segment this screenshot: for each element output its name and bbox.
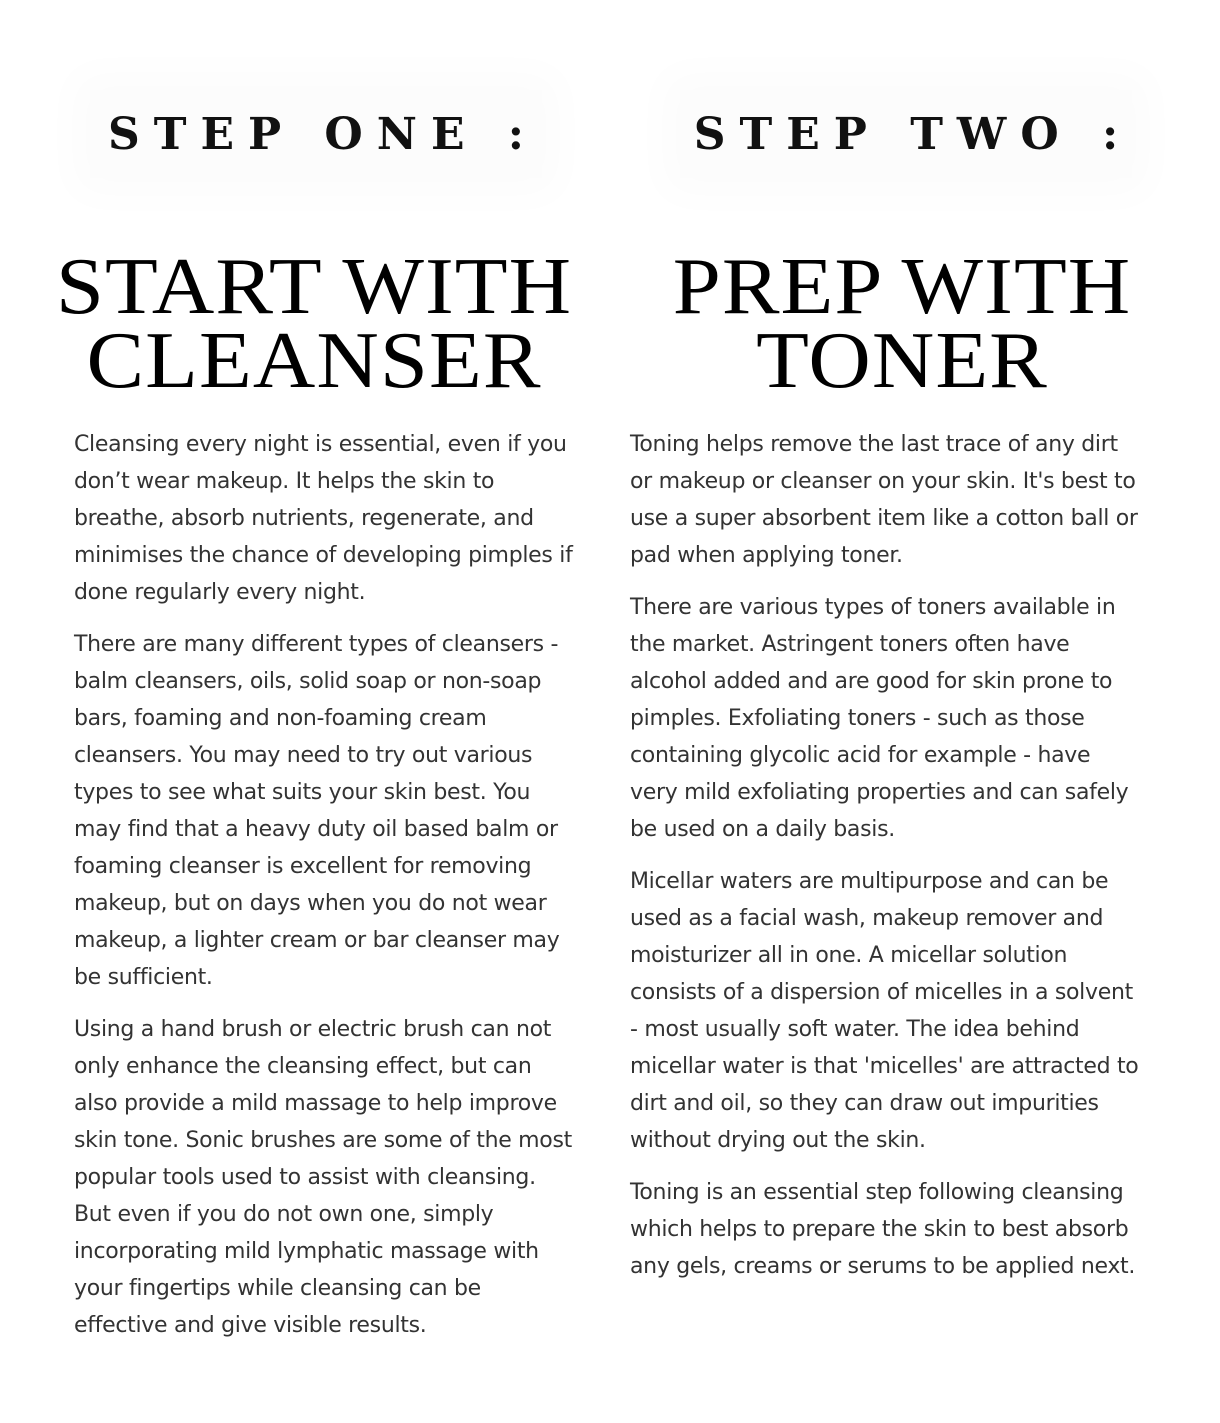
- step-one-paragraph-1: Cleansing every night is essential, even if you don’t wear makeup. It helps the skin to breathe, absorb nutrients, regenerate, and minimises the chance of developing pimples if done regularly every night.: [74, 432, 573, 605]
- step-two-paragraph-3: Micellar waters are multipurpose and can be used as a facial wash, makeup remover and moisturizer all in one. A micellar solution consists of a dispersion of micelles in a solvent - most usually soft water. The idea behind micellar water is that 'micelles' are attracted to dirt and oil, so they can draw out impurities without drying out the skin.: [630, 869, 1139, 1153]
- step-two-paragraph-2: There are various types of toners available in the market. Astringent toners often have alcohol added and are good for skin prone to pimples. Exfoliating toners - such as those containing glycolic acid for example - have very mild exfoliating properties and can safely be used on a daily basis.: [630, 595, 1129, 842]
- step-two-label-box: [680, 90, 1132, 178]
- step-one-paragraph-2: There are many different types of cleansers - balm cleansers, oils, solid soap or non-soap bars, foaming and non-foaming cream cleansers. You may need to try out various types to see what suits your skin best. You may find that a heavy duty oil based balm or foaming cleanser is excellent for removing makeup, but on days when you do not wear makeup, a lighter cream or bar cleanser may be sufficient.: [74, 632, 560, 990]
- step-two-body: [630, 426, 1140, 1300]
- step-one-title: [22, 242, 605, 405]
- step-two-paragraph-4: Toning is an essential step following cleansing which helps to prepare the skin to best absorb any gels, creams or serums to be applied next.: [630, 1180, 1136, 1279]
- step-two-title-line-2: TONER: [756, 316, 1048, 405]
- step-one-body: [74, 426, 574, 1359]
- step-one-label-box: [90, 90, 542, 178]
- step-two-paragraph-1: Toning helps remove the last trace of any dirt or makeup or cleanser on your skin. It's best to use a super absorbent item like a cotton ball or pad when applying toner.: [630, 432, 1138, 568]
- step-one-paragraph-3: Using a hand brush or electric brush can not only enhance the cleansing effect, but can also provide a mild massage to help improve skin tone. Sonic brushes are some of the most popular tools used to assist with cleansing. But even if you do not own one, simply incorporating mild lymphatic massage with your fingertips while cleansing can be effective and give visible results.: [74, 1017, 572, 1338]
- step-one-label: STEP ONE :: [107, 108, 539, 160]
- step-one-title-line-2: CLEANSER: [86, 316, 542, 405]
- step-one-title-line-1: START WITH: [55, 242, 573, 331]
- step-two-title: [610, 242, 1193, 405]
- step-two-title-line-1: PREP WITH: [672, 242, 1132, 331]
- step-two-label: STEP TWO :: [693, 108, 1133, 160]
